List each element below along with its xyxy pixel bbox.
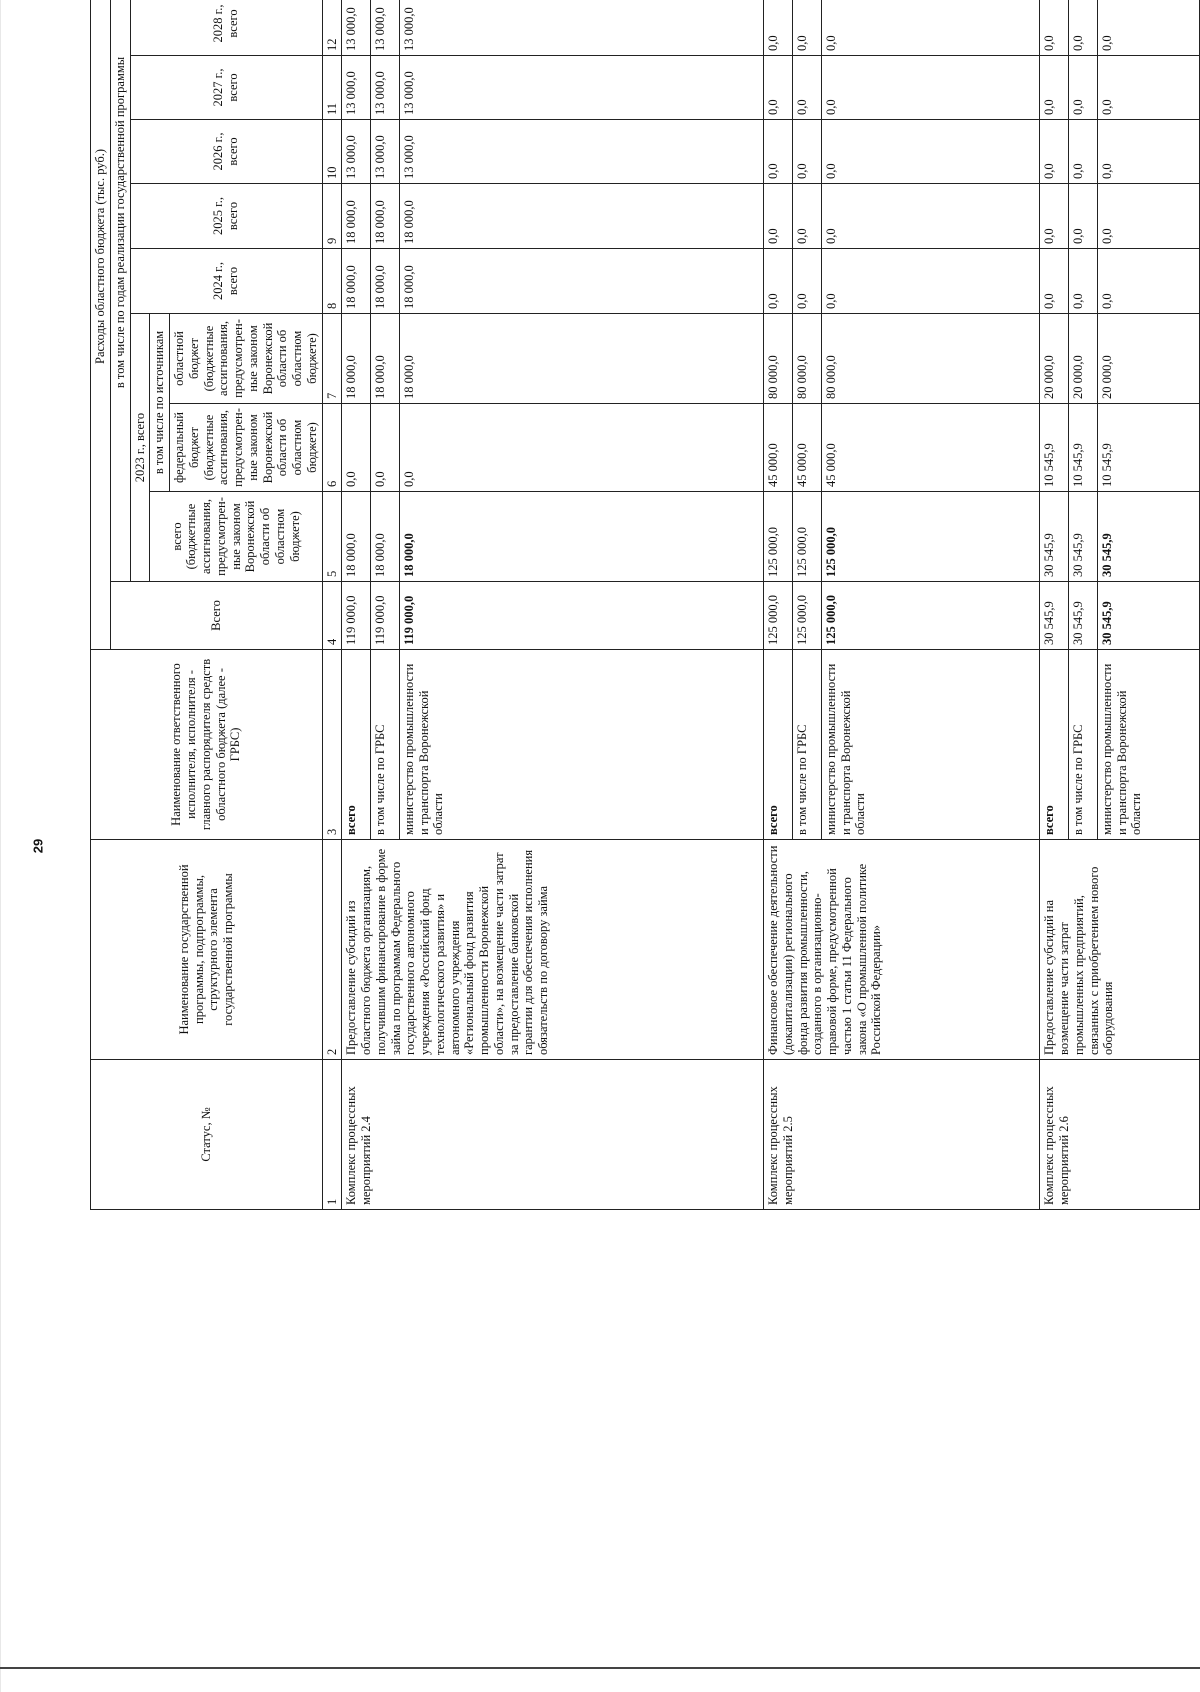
header-name: Наименование государственной программы, подпрограммы, структурного элемента государственной программы bbox=[91, 840, 323, 1060]
value-cell: 0,0 bbox=[399, 404, 763, 492]
value-cell: 0,0 bbox=[764, 249, 793, 314]
value-cell: 18 000,0 bbox=[399, 492, 763, 582]
table-row bbox=[1040, 0, 1069, 1210]
header-src-regional: областной бюджет (бюджетные ассигнования, предусмотрен-ные законом Воронежской области об областном бюджете) bbox=[170, 314, 323, 404]
value-cell: 0,0 bbox=[792, 184, 821, 249]
value-cell: 0,0 bbox=[764, 184, 793, 249]
value-cell: 0,0 bbox=[1097, 56, 1199, 120]
value-cell: 10 545,9 bbox=[1097, 404, 1199, 492]
value-cell: 13 000,0 bbox=[342, 56, 371, 120]
value-cell: 0,0 bbox=[342, 404, 371, 492]
header-2024: 2024 г., всего bbox=[130, 249, 322, 314]
executor-cell: всего bbox=[764, 650, 793, 840]
value-cell: 0,0 bbox=[821, 56, 1040, 120]
column-number-row bbox=[322, 0, 342, 1210]
value-cell: 30 545,9 bbox=[1040, 582, 1069, 650]
status-cell: Комплекс процессных мероприятий 2.5 bbox=[764, 1060, 1040, 1210]
header-executor: Наименование ответственного исполнителя, исполнителя - главного распорядителя средств областного бюджета (далее - ГРБС) bbox=[91, 650, 323, 840]
header-2027: 2027 г., всего bbox=[130, 56, 322, 120]
value-cell: 18 000,0 bbox=[342, 249, 371, 314]
executor-cell: в том числе по ГРБС bbox=[1069, 650, 1098, 840]
column-number: 4 bbox=[322, 582, 342, 650]
value-cell: 0,0 bbox=[1069, 120, 1098, 184]
value-cell: 125 000,0 bbox=[764, 582, 793, 650]
value-cell: 0,0 bbox=[821, 120, 1040, 184]
value-cell: 20 000,0 bbox=[1040, 314, 1069, 404]
header-src-total: всего (бюджетные ассигнования, предусмотрен-ные законом Воронежской области об областном бюджете) bbox=[150, 492, 322, 582]
column-number: 11 bbox=[322, 56, 342, 120]
value-cell: 0,0 bbox=[1040, 0, 1069, 56]
column-number: 2 bbox=[322, 840, 342, 1060]
margin-line bbox=[0, 0, 1, 1692]
value-cell: 18 000,0 bbox=[371, 249, 400, 314]
value-cell: 119 000,0 bbox=[371, 582, 400, 650]
value-cell: 0,0 bbox=[792, 249, 821, 314]
table-body bbox=[342, 0, 1200, 1210]
header-2028: 2028 г., всего bbox=[130, 0, 322, 56]
budget-table-rotated bbox=[90, 4, 1200, 1210]
executor-cell: министерство промышленности и транспорта Воронежской области bbox=[1097, 650, 1199, 840]
header-expenses: Расходы областного бюджета (тыс. руб.) bbox=[91, 0, 111, 650]
value-cell: 0,0 bbox=[1097, 120, 1199, 184]
value-cell: 0,0 bbox=[764, 120, 793, 184]
value-cell: 125 000,0 bbox=[792, 582, 821, 650]
status-cell: Комплекс процессных мероприятий 2.4 bbox=[342, 1060, 764, 1210]
value-cell: 30 545,9 bbox=[1097, 582, 1199, 650]
value-cell: 0,0 bbox=[764, 0, 793, 56]
value-cell: 0,0 bbox=[1069, 249, 1098, 314]
value-cell: 13 000,0 bbox=[371, 120, 400, 184]
value-cell: 125 000,0 bbox=[821, 582, 1040, 650]
value-cell: 45 000,0 bbox=[821, 404, 1040, 492]
value-cell: 80 000,0 bbox=[792, 314, 821, 404]
column-number: 1 bbox=[322, 1060, 342, 1210]
value-cell: 0,0 bbox=[792, 0, 821, 56]
executor-cell: министерство промышленности и транспорта Воронежской области bbox=[821, 650, 1040, 840]
executor-cell: министерство промышленности и транспорта Воронежской области bbox=[399, 650, 763, 840]
value-cell: 30 545,9 bbox=[1040, 492, 1069, 582]
program-name-cell: Предоставление субсидий из областного бюджета организациям, получившим финансирование в форме займа по программам Федерального государственного автономного учреждения «Российский фонд технологического развития» и автономного учреждения «Региональный фонд развития промышленности Воронежской области», на возмещение части затрат за предоставление банковской гарантии для обеспечения исполнения обязательств по договору займа bbox=[342, 840, 764, 1060]
header-2026: 2026 г., всего bbox=[130, 120, 322, 184]
value-cell: 20 000,0 bbox=[1097, 314, 1199, 404]
bottom-rule bbox=[0, 1667, 1200, 1669]
value-cell: 13 000,0 bbox=[399, 56, 763, 120]
header-status: Статус, № bbox=[91, 1060, 323, 1210]
value-cell: 13 000,0 bbox=[399, 0, 763, 56]
value-cell: 20 000,0 bbox=[1069, 314, 1098, 404]
value-cell: 0,0 bbox=[1097, 184, 1199, 249]
value-cell: 18 000,0 bbox=[371, 184, 400, 249]
value-cell: 0,0 bbox=[1040, 56, 1069, 120]
value-cell: 13 000,0 bbox=[342, 0, 371, 56]
value-cell: 13 000,0 bbox=[371, 56, 400, 120]
value-cell: 10 545,9 bbox=[1040, 404, 1069, 492]
value-cell: 45 000,0 bbox=[764, 404, 793, 492]
value-cell: 0,0 bbox=[764, 56, 793, 120]
value-cell: 125 000,0 bbox=[792, 492, 821, 582]
value-cell: 30 545,9 bbox=[1069, 492, 1098, 582]
table-row bbox=[764, 0, 793, 1210]
header-2023: 2023 г., всего bbox=[130, 314, 150, 582]
value-cell: 0,0 bbox=[371, 404, 400, 492]
header-by-years: в том числе по годам реализации государственной программы bbox=[110, 0, 130, 582]
value-cell: 18 000,0 bbox=[342, 314, 371, 404]
value-cell: 0,0 bbox=[1040, 249, 1069, 314]
value-cell: 18 000,0 bbox=[399, 249, 763, 314]
value-cell: 18 000,0 bbox=[371, 492, 400, 582]
executor-cell: всего bbox=[1040, 650, 1069, 840]
value-cell: 80 000,0 bbox=[764, 314, 793, 404]
column-number: 9 bbox=[322, 184, 342, 249]
value-cell: 0,0 bbox=[1069, 0, 1098, 56]
value-cell: 30 545,9 bbox=[1069, 582, 1098, 650]
value-cell: 0,0 bbox=[1040, 120, 1069, 184]
column-number: 10 bbox=[322, 120, 342, 184]
value-cell: 0,0 bbox=[821, 184, 1040, 249]
value-cell: 0,0 bbox=[792, 120, 821, 184]
header-by-sources: в том числе по источникам bbox=[150, 314, 170, 492]
value-cell: 0,0 bbox=[821, 249, 1040, 314]
value-cell: 18 000,0 bbox=[399, 184, 763, 249]
header-2025: 2025 г., всего bbox=[130, 184, 322, 249]
value-cell: 30 545,9 bbox=[1097, 492, 1199, 582]
value-cell: 0,0 bbox=[1069, 184, 1098, 249]
executor-cell: в том числе по ГРБС bbox=[371, 650, 400, 840]
value-cell: 119 000,0 bbox=[399, 582, 763, 650]
value-cell: 119 000,0 bbox=[342, 582, 371, 650]
value-cell: 0,0 bbox=[821, 0, 1040, 56]
value-cell: 0,0 bbox=[1097, 0, 1199, 56]
header-total: Всего bbox=[110, 582, 322, 650]
header-src-federal: федеральный бюджет (бюджетные ассигнования, предусмотрен-ные законом Воронежской области об областном бюджете) bbox=[170, 404, 323, 492]
value-cell: 0,0 bbox=[1097, 249, 1199, 314]
value-cell: 125 000,0 bbox=[764, 492, 793, 582]
status-cell: Комплекс процессных мероприятий 2.6 bbox=[1040, 1060, 1200, 1210]
value-cell: 18 000,0 bbox=[371, 314, 400, 404]
value-cell: 0,0 bbox=[1069, 56, 1098, 120]
program-name-cell: Финансовое обеспечение деятельности (докапитализации) регионального фонда развития промышленности, созданного в организационно-правовой форме, предусмотренной частью 1 статьи 11 Федерального закона «О промышленной политике Российской Федерации» bbox=[764, 840, 1040, 1060]
column-number: 6 bbox=[322, 404, 342, 492]
column-number: 3 bbox=[322, 650, 342, 840]
page-number: 29 bbox=[30, 838, 46, 854]
executor-cell: в том числе по ГРБС bbox=[792, 650, 821, 840]
value-cell: 80 000,0 bbox=[821, 314, 1040, 404]
value-cell: 18 000,0 bbox=[399, 314, 763, 404]
value-cell: 0,0 bbox=[792, 56, 821, 120]
column-number: 5 bbox=[322, 492, 342, 582]
column-number: 12 bbox=[322, 0, 342, 56]
value-cell: 45 000,0 bbox=[792, 404, 821, 492]
value-cell: 10 545,9 bbox=[1069, 404, 1098, 492]
value-cell: 0,0 bbox=[1040, 184, 1069, 249]
executor-cell: всего bbox=[342, 650, 371, 840]
value-cell: 18 000,0 bbox=[342, 184, 371, 249]
budget-table bbox=[90, 0, 1200, 1210]
value-cell: 13 000,0 bbox=[342, 120, 371, 184]
program-name-cell: Предоставление субсидий на возмещение части затрат промышленных предприятий, связанных с приобретением нового оборудования bbox=[1040, 840, 1200, 1060]
table-row bbox=[342, 0, 371, 1210]
value-cell: 125 000,0 bbox=[821, 492, 1040, 582]
value-cell: 13 000,0 bbox=[399, 120, 763, 184]
column-number: 8 bbox=[322, 249, 342, 314]
value-cell: 13 000,0 bbox=[371, 0, 400, 56]
column-number: 7 bbox=[322, 314, 342, 404]
value-cell: 18 000,0 bbox=[342, 492, 371, 582]
